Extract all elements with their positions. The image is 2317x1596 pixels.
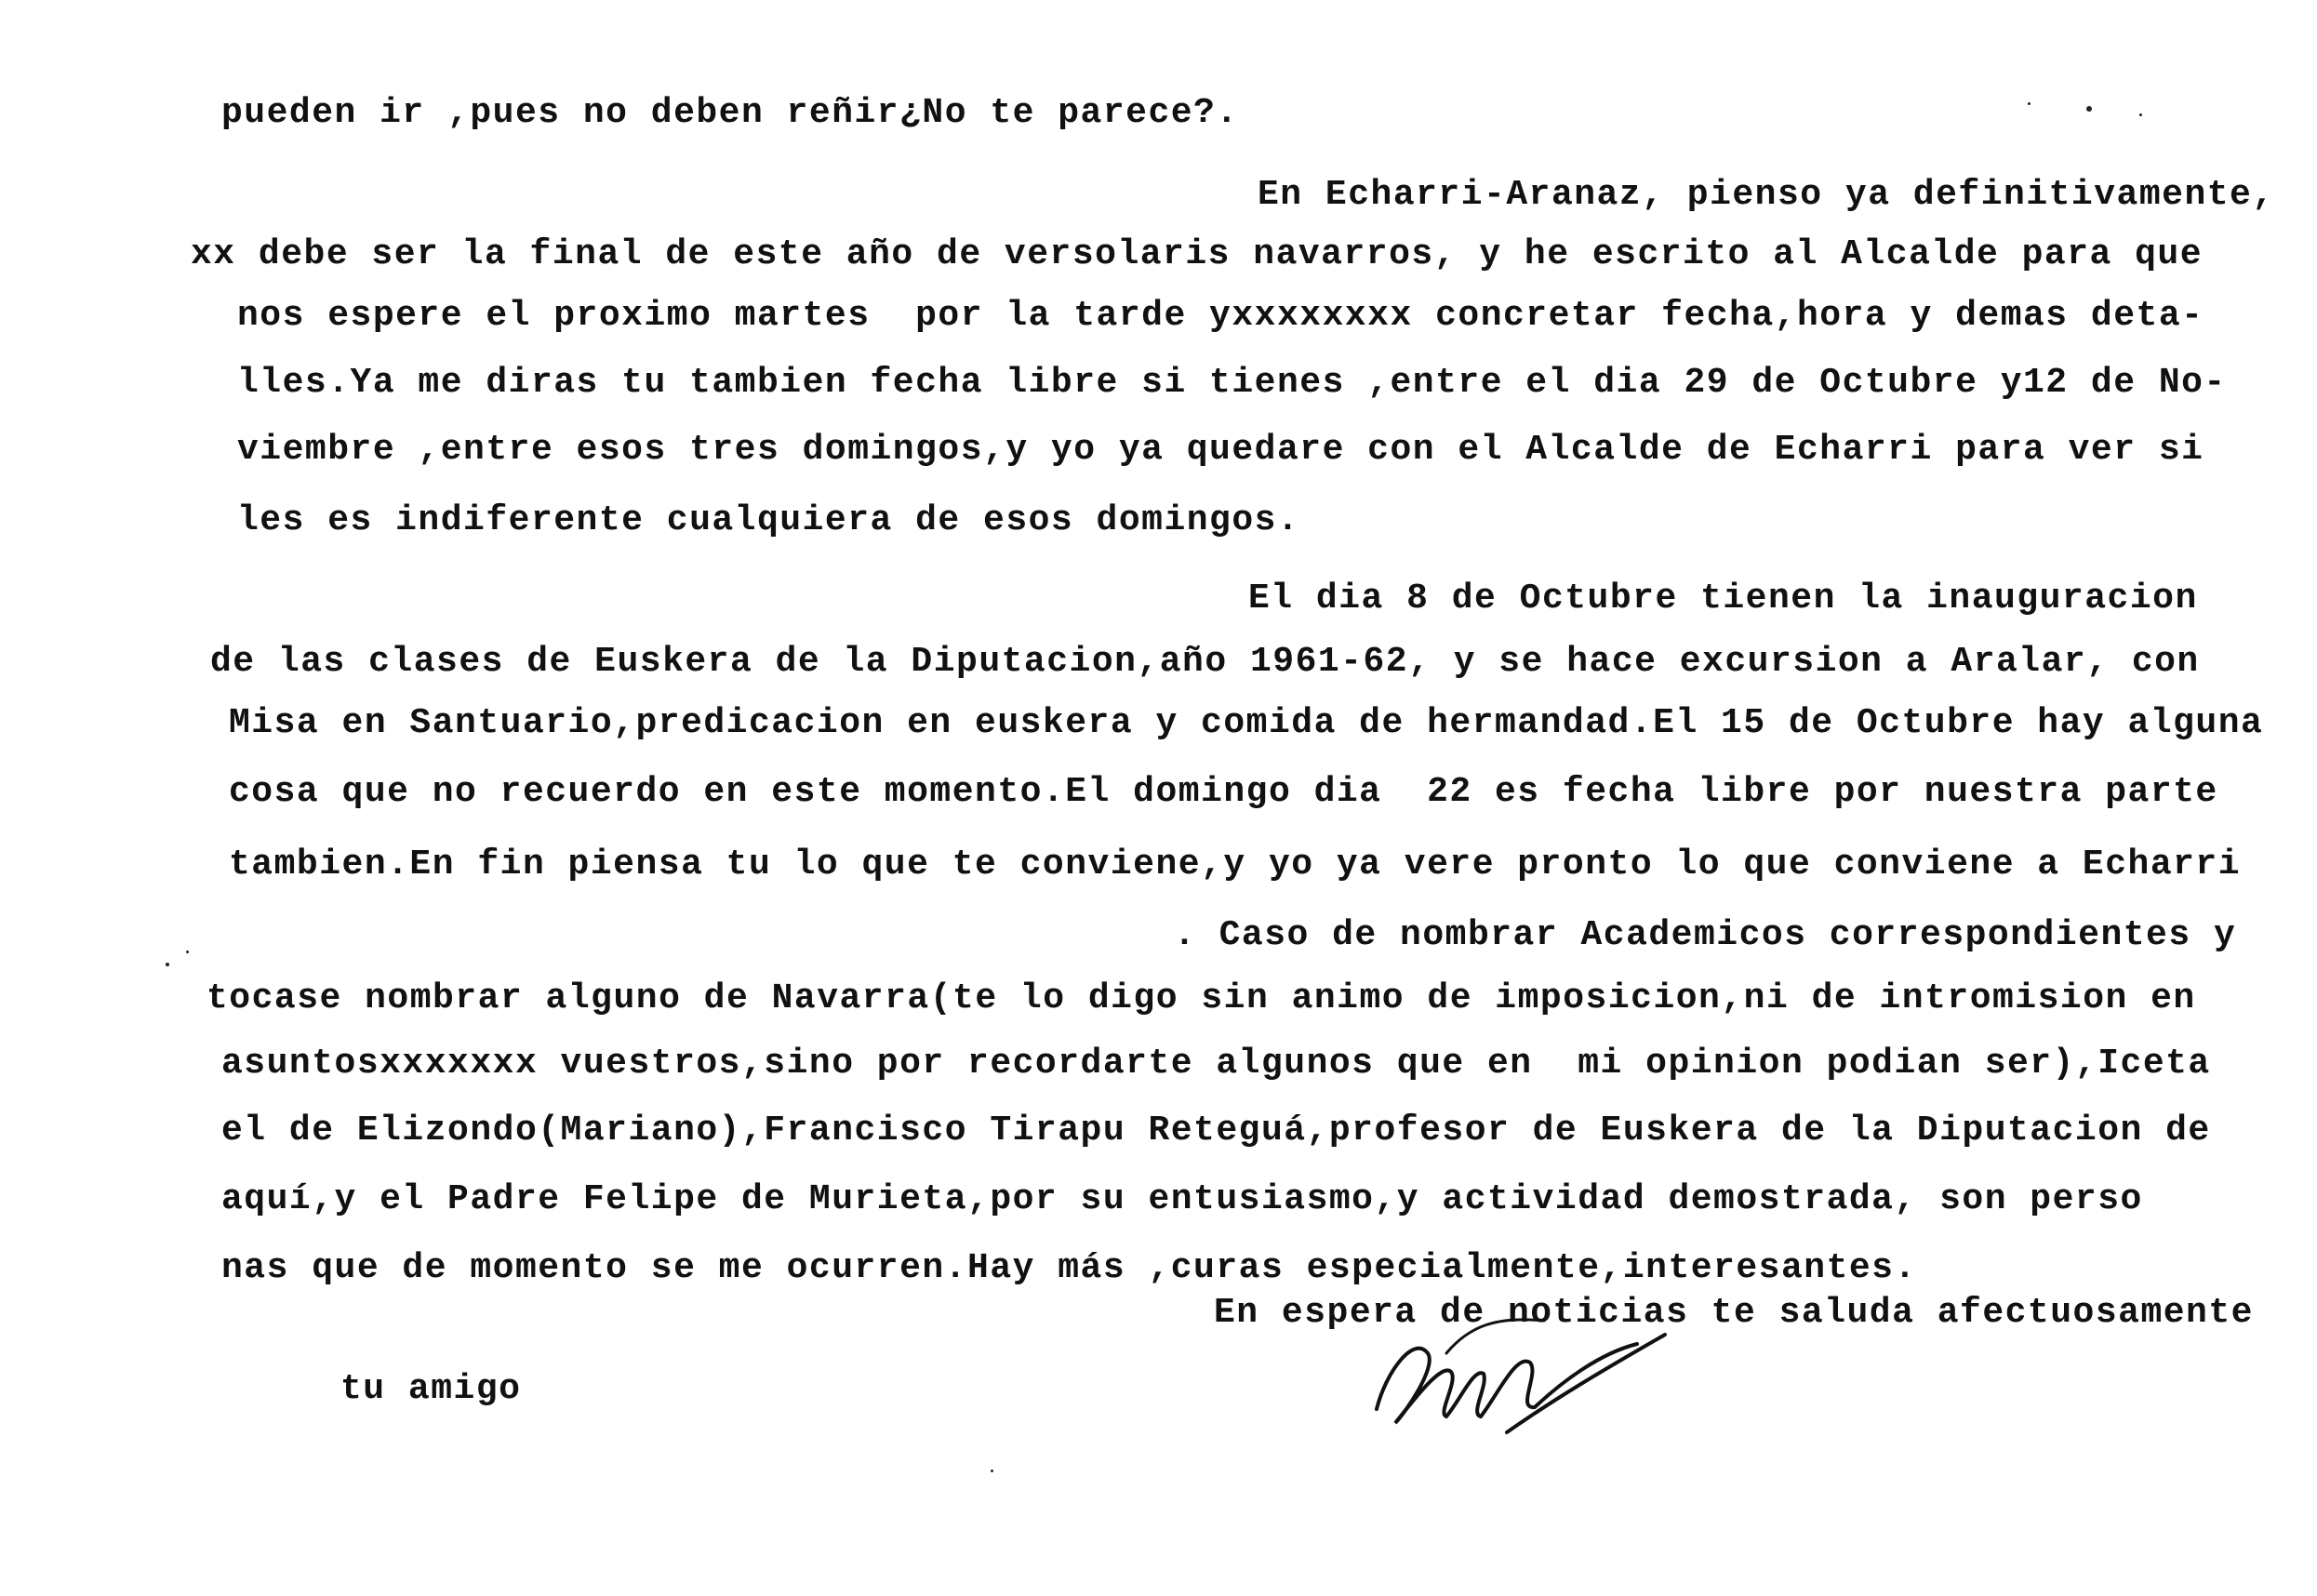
scan-speck (2139, 113, 2142, 116)
letter-line: de las clases de Euskera de la Diputacion,año 1961-62, y se hace excursion a Aralar, con (210, 642, 2200, 682)
handwritten-signature (1358, 1297, 1693, 1456)
scan-speck (991, 1470, 993, 1472)
letter-line: pueden ir ,pues no deben reñir¿No te parece?. (221, 93, 1239, 133)
scan-speck (186, 951, 189, 953)
letter-line: nas que de momento se me ocurren.Hay más ,curas especialmente,interesantes. (221, 1248, 1917, 1288)
letter-line: nos espere el proximo martes por la tarde yxxxxxxxx concretar fecha,hora y demas deta- (237, 296, 2204, 336)
letter-line: En Echarri-Aranaz, pienso ya definitivamente, (1258, 175, 2275, 215)
scan-speck (2086, 106, 2092, 112)
letter-line: aquí,y el Padre Felipe de Murieta,por su entusiasmo,y actividad demostrada, son perso (221, 1179, 2143, 1219)
letter-line: viembre ,entre esos tres domingos,y yo ya quedare con el Alcalde de Echarri para ver si (237, 430, 2204, 470)
letter-line: En espera de noticias te saluda afectuosamente (1214, 1293, 2254, 1333)
letter-line: asuntosxxxxxxx vuestros,sino por recordarte algunos que en mi opinion podian ser),Iceta (221, 1044, 2211, 1084)
letter-line: tambien.En fin piensa tu lo que te conviene,y yo ya vere pronto lo que conviene a Echarri (229, 845, 2242, 884)
letter-line: lles.Ya me diras tu tambien fecha libre si tienes ,entre el dia 29 de Octubre y12 de No- (237, 363, 2227, 403)
letter-line: tu amigo (340, 1369, 522, 1409)
letter-line: tocase nombrar alguno de Navarra(te lo digo sin animo de imposicion,ni de intromision en (206, 978, 2196, 1018)
scan-speck (166, 963, 169, 966)
letter-line: El dia 8 de Octubre tienen la inauguracion (1248, 579, 2198, 618)
letter-line: xx debe ser la final de este año de versolaris navarros, y he escrito al Alcalde para que (191, 234, 2204, 274)
letter-line: . Caso de nombrar Academicos correspondientes y (1174, 915, 2237, 955)
letter-line: cosa que no recuerdo en este momento.El domingo dia 22 es fecha libre por nuestra parte (229, 772, 2218, 812)
letter-line: Misa en Santuario,predicacion en euskera y comida de hermandad.El 15 de Octubre hay alguna (229, 703, 2264, 743)
scan-speck (2028, 102, 2031, 105)
letter-line: el de Elizondo(Mariano),Francisco Tirapu Reteguá,profesor de Euskera de la Diputacion de (221, 1111, 2211, 1150)
letter-line: les es indiferente cualquiera de esos domingos. (237, 500, 1300, 540)
